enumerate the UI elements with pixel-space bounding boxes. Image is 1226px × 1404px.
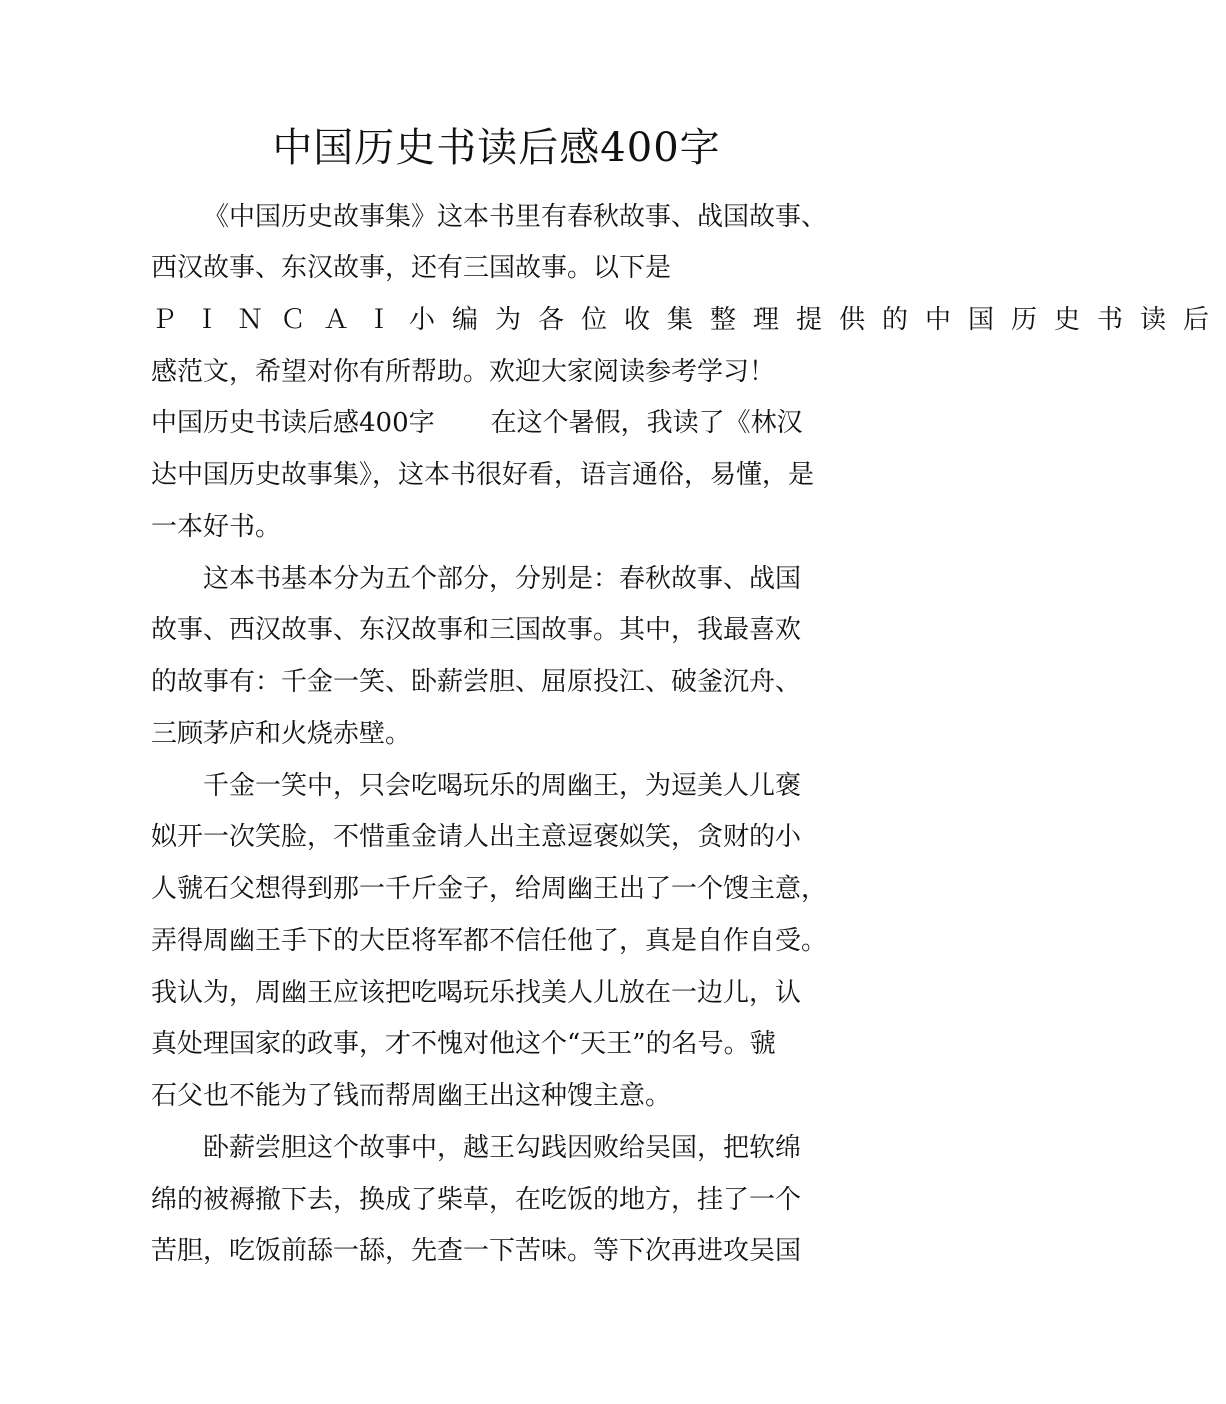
text-line: 苦胆，吃饭前舔一舔，先查一下苦味。等下次再进攻吴国 xyxy=(151,1236,802,1266)
text-line: 这本书基本分为五个部分，分别是：春秋故事、战国 xyxy=(203,564,802,594)
text-line: 我认为，周幽王应该把吃喝玩乐找美人儿放在一边儿，认 xyxy=(151,978,802,1008)
inline-text: 在这个暑假，我读了《林汉 xyxy=(490,408,803,438)
text-line: 绵的被褥撤下去，换成了柴草，在吃饭的地方，挂了一个 xyxy=(151,1185,802,1215)
text-line: 《中国历史故事集》这本书里有春秋故事、战国故事、 xyxy=(203,202,828,232)
text-line-heading xyxy=(151,405,803,441)
text-line: 真处理国家的政事，才不愧对他这个“天王”的名号。虢 xyxy=(151,1029,776,1059)
text-line: 达中国历史故事集》，这本书很好看，语言通俗，易懂，是 xyxy=(151,460,815,490)
text-line: 西汉故事、东汉故事，还有三国故事。以下是 xyxy=(151,253,672,283)
text-line: 一本好书。 xyxy=(151,512,282,542)
text-line: 感范文，希望对你有所帮助。欢迎大家阅读参考学习！ xyxy=(151,357,776,387)
text-line: 的故事有：千金一笑、卧薪尝胆、屈原投江、破釜沉舟、 xyxy=(151,667,802,697)
text-line: 姒开一次笑脸，不惜重金请人出主意逗褒姒笑，贪财的小 xyxy=(151,822,802,852)
text-line: 三顾茅庐和火烧赤壁。 xyxy=(151,719,412,749)
text-line: 石父也不能为了钱而帮周幽王出这种馊主意。 xyxy=(151,1081,672,1111)
document-title: 中国历史书读后感400字 xyxy=(272,125,721,171)
text-line: 千金一笑中，只会吃喝玩乐的周幽王，为逗美人儿褒 xyxy=(203,771,802,801)
text-line: 弄得周幽王手下的大臣将军都不信任他了，真是自作自受。 xyxy=(151,926,828,956)
inline-heading: 中国历史书读后感400字 xyxy=(151,408,435,438)
text-line: 故事、西汉故事、东汉故事和三国故事。其中，我最喜欢 xyxy=(151,615,802,645)
text-line: 卧薪尝胆这个故事中，越王勾践因败给吴国，把软绵 xyxy=(203,1133,802,1163)
text-line: 人虢石父想得到那一千斤金子，给周幽王出了一个馊主意， xyxy=(151,874,828,904)
text-line: ＰＩＮＣＡＩ小编为各位收集整理提供的中国历史书读后 xyxy=(151,305,1226,335)
